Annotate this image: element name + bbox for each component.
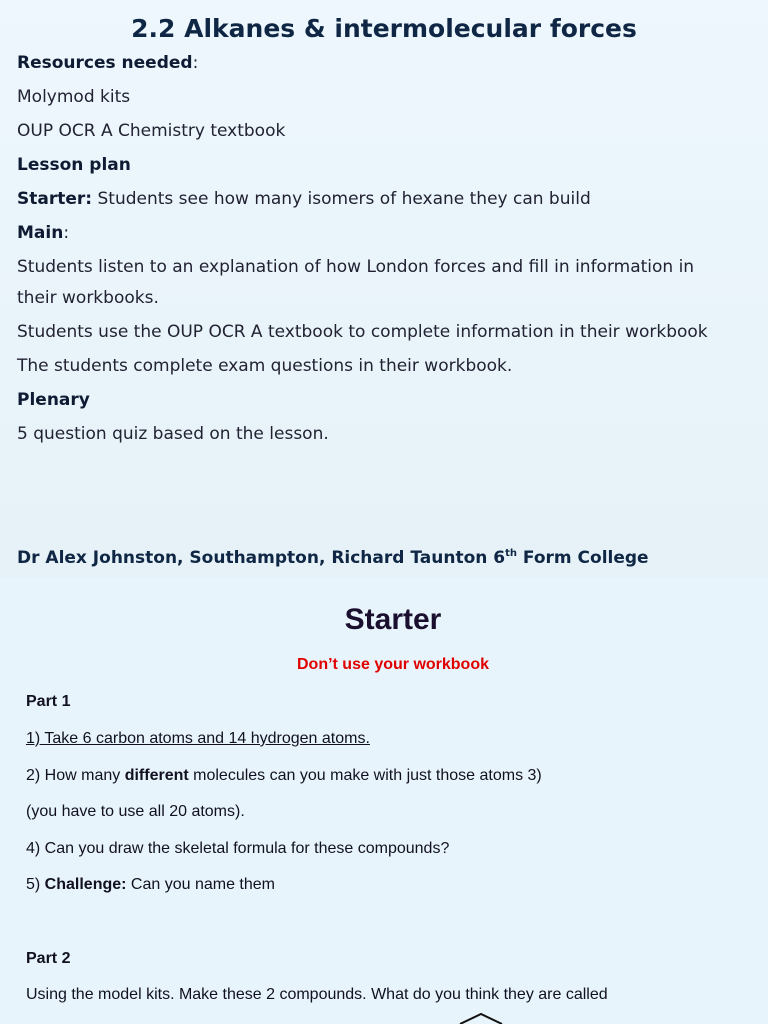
part2-instruction: Using the model kits. Make these 2 compounds. What do you think they are called (26, 986, 608, 1003)
main-heading: Main (17, 223, 64, 243)
question-5-number: 5) (26, 876, 45, 893)
footer-college: Form College (517, 548, 649, 568)
lesson-title: 2.2 Alkanes & intermolecular forces (131, 14, 637, 43)
question-4: 4) Can you draw the skeletal formula for these compounds? (26, 840, 450, 857)
resources-heading: Resources needed (17, 53, 193, 73)
main-heading-line (17, 223, 69, 243)
author-footer (17, 548, 649, 568)
question-5 (26, 876, 275, 894)
main-colon: : (63, 223, 70, 243)
plenary-heading: Plenary (17, 390, 90, 410)
starter-text: Students see how many isomers of hexane they can build (92, 189, 591, 209)
starter-slide (0, 578, 768, 1024)
resource-item: OUP OCR A Chemistry textbook (17, 121, 286, 141)
main-item: The students complete exam questions in their workbook. (17, 356, 513, 376)
lesson-plan-heading: Lesson plan (17, 155, 131, 175)
starter-title: Starter (344, 603, 442, 636)
main-item: Students use the OUP OCR A textbook to complete information in their workbook (17, 322, 708, 342)
starter-label: Starter: (17, 189, 93, 209)
footer-author: Dr Alex Johnston, Southampton, Richard Taunton 6 (17, 548, 506, 568)
resource-item: Molymod kits (17, 87, 131, 107)
question-2 (26, 767, 542, 785)
part2-heading: Part 2 (26, 950, 71, 967)
footer-superscript: th (505, 548, 518, 559)
question-2-emphasis: different (124, 767, 189, 784)
question-2-start: 2) How many (26, 767, 125, 784)
molecule-structure-icon (458, 1012, 504, 1024)
question-5-text: Can you name them (126, 876, 275, 893)
resources-heading-line (17, 53, 198, 73)
resources-colon: : (192, 53, 199, 73)
part1-heading: Part 1 (26, 693, 71, 710)
question-2-end: molecules can you make with just those atoms 3) (188, 767, 542, 784)
challenge-label: Challenge: (44, 876, 127, 893)
question-1: 1) Take 6 carbon atoms and 14 hydrogen atoms. (26, 730, 370, 747)
main-item: their workbooks. (17, 288, 159, 308)
question-2-continuation: (you have to use all 20 atoms). (26, 803, 245, 820)
plenary-text: 5 question quiz based on the lesson. (17, 424, 329, 444)
starter-line (17, 189, 591, 209)
workbook-warning: Don’t use your workbook (296, 656, 489, 673)
main-item: Students listen to an explanation of how London forces and fill in information in (17, 257, 695, 277)
